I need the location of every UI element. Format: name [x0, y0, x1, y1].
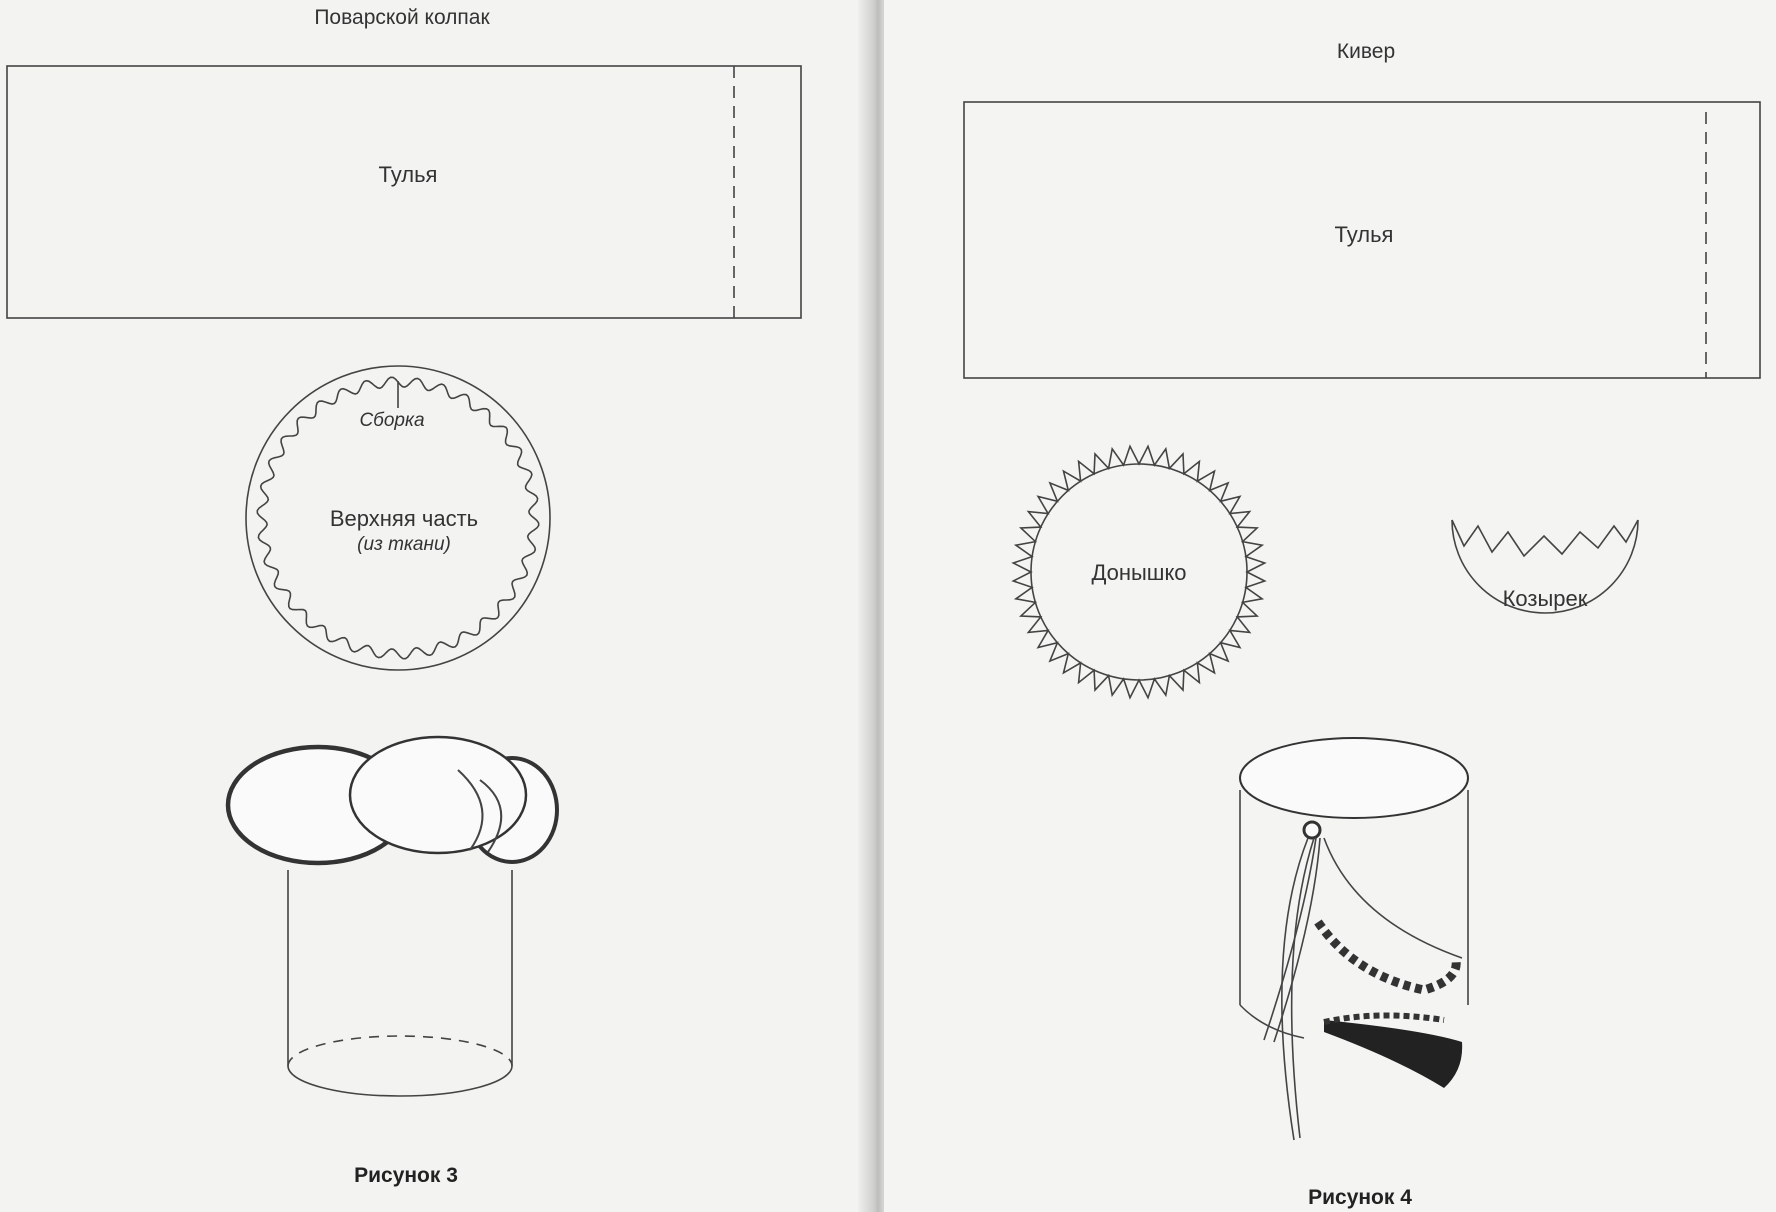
left-page — [0, 0, 868, 1212]
top-part-sublabel: (из ткани) — [357, 534, 451, 555]
bottom-disc-label: Донышко — [1091, 560, 1187, 585]
visor-label: Козырек — [1502, 586, 1588, 611]
figure-3-caption: Рисунок 3 — [354, 1164, 458, 1187]
chef-hat-title: Поварской колпак — [314, 6, 490, 29]
shako-title: Кивер — [1336, 40, 1396, 63]
gather-label: Сборка — [359, 410, 425, 431]
shako-illustration — [1240, 738, 1468, 1140]
chef-hat-crown-pattern — [7, 66, 801, 318]
crown-label: Тулья — [378, 162, 438, 187]
chef-hat-illustration — [228, 737, 557, 1096]
right-page — [884, 0, 1776, 1212]
shako-crown-label: Тулья — [1334, 222, 1394, 247]
top-part-label: Верхняя часть — [329, 506, 479, 531]
right-drawings — [884, 0, 1776, 1212]
visor-teeth — [1452, 520, 1638, 556]
figure-4-caption: Рисунок 4 — [1308, 1186, 1412, 1209]
